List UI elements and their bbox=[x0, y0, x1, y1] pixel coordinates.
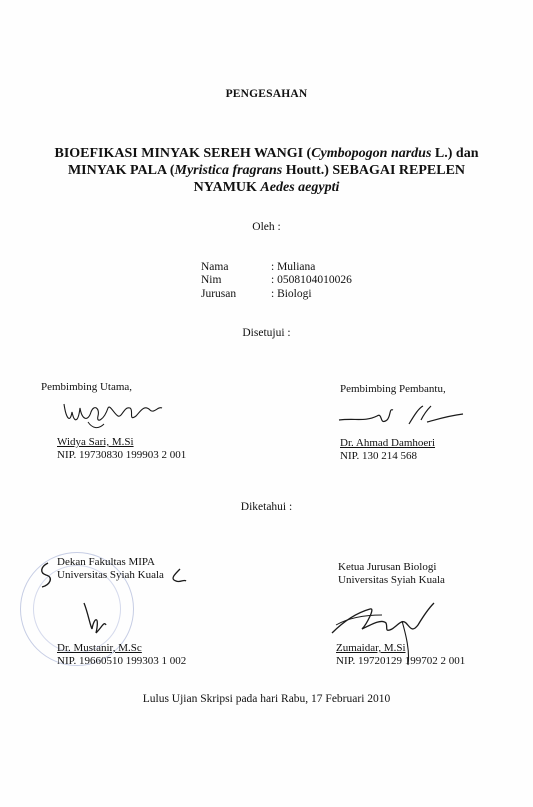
main-supervisor-name bbox=[57, 436, 134, 449]
co-supervisor-nip: NIP. 130 214 568 bbox=[340, 450, 418, 462]
name-text: Widya Sari, M.Si bbox=[57, 436, 134, 448]
student-key: Jurusan bbox=[201, 288, 237, 300]
by-label: Oleh : bbox=[252, 221, 281, 233]
main-supervisor-nip: NIP. 19730830 199903 2 001 bbox=[57, 449, 187, 461]
student-key: Nama bbox=[201, 261, 229, 273]
student-value: : Muliana bbox=[271, 261, 316, 273]
title-text: L.) dan bbox=[431, 146, 479, 161]
co-supervisor-signature bbox=[335, 400, 470, 432]
title-text: MINYAK PALA ( bbox=[67, 163, 175, 178]
name-text: Dr. Ahmad Damhoeri bbox=[340, 437, 436, 449]
dean-name bbox=[57, 642, 142, 655]
student-value: : 0508104010026 bbox=[271, 274, 352, 286]
student-name-row bbox=[201, 261, 315, 274]
page-heading: PENGESAHAN bbox=[225, 88, 308, 100]
approved-label: Disetujui : bbox=[242, 327, 291, 339]
student-nim-row bbox=[201, 274, 352, 287]
dean-signature bbox=[34, 555, 194, 645]
dean-title-line-2: Universitas Syiah Kuala bbox=[57, 569, 164, 581]
hod-title-line-2: Universitas Syiah Kuala bbox=[338, 574, 445, 586]
name-text: Zumaidar, M.Si bbox=[336, 642, 406, 654]
hod-nip: NIP. 19720129 199702 2 001 bbox=[336, 655, 466, 667]
student-value: : Biologi bbox=[271, 288, 312, 300]
title-species-2: Myristica fragrans bbox=[174, 163, 283, 178]
name-text: Dr. Mustanir, M.Sc bbox=[57, 642, 142, 654]
title-line-2 bbox=[40, 162, 493, 179]
title-line-1 bbox=[40, 145, 493, 162]
hod-name bbox=[336, 642, 406, 655]
title-species-1: Cymbopogon nardus bbox=[311, 146, 432, 161]
title-text: NYAMUK bbox=[193, 180, 261, 195]
dean-title-line-1: Dekan Fakultas MIPA bbox=[57, 556, 155, 568]
graduation-footer: Lulus Ujian Skripsi pada hari Rabu, 17 Februari 2010 bbox=[142, 693, 391, 705]
title-text: Houtt.) SEBAGAI REPELEN bbox=[282, 163, 466, 178]
dean-nip: NIP. 19660510 199303 1 002 bbox=[57, 655, 187, 667]
title-line-3 bbox=[40, 179, 493, 196]
main-supervisor-signature bbox=[58, 394, 173, 436]
known-label: Diketahui : bbox=[240, 501, 293, 513]
title-text: BIOEFIKASI MINYAK SEREH WANGI ( bbox=[54, 146, 312, 161]
co-supervisor-name bbox=[340, 437, 435, 450]
co-supervisor-role: Pembimbing Pembantu, bbox=[340, 383, 446, 395]
main-supervisor-role: Pembimbing Utama, bbox=[41, 381, 133, 393]
title-species-3: Aedes aegypti bbox=[260, 180, 340, 195]
student-key: Nim bbox=[201, 274, 222, 286]
thesis-title bbox=[40, 145, 493, 196]
hod-title-line-1: Ketua Jurusan Biologi bbox=[338, 561, 437, 573]
student-major-row bbox=[201, 288, 312, 301]
